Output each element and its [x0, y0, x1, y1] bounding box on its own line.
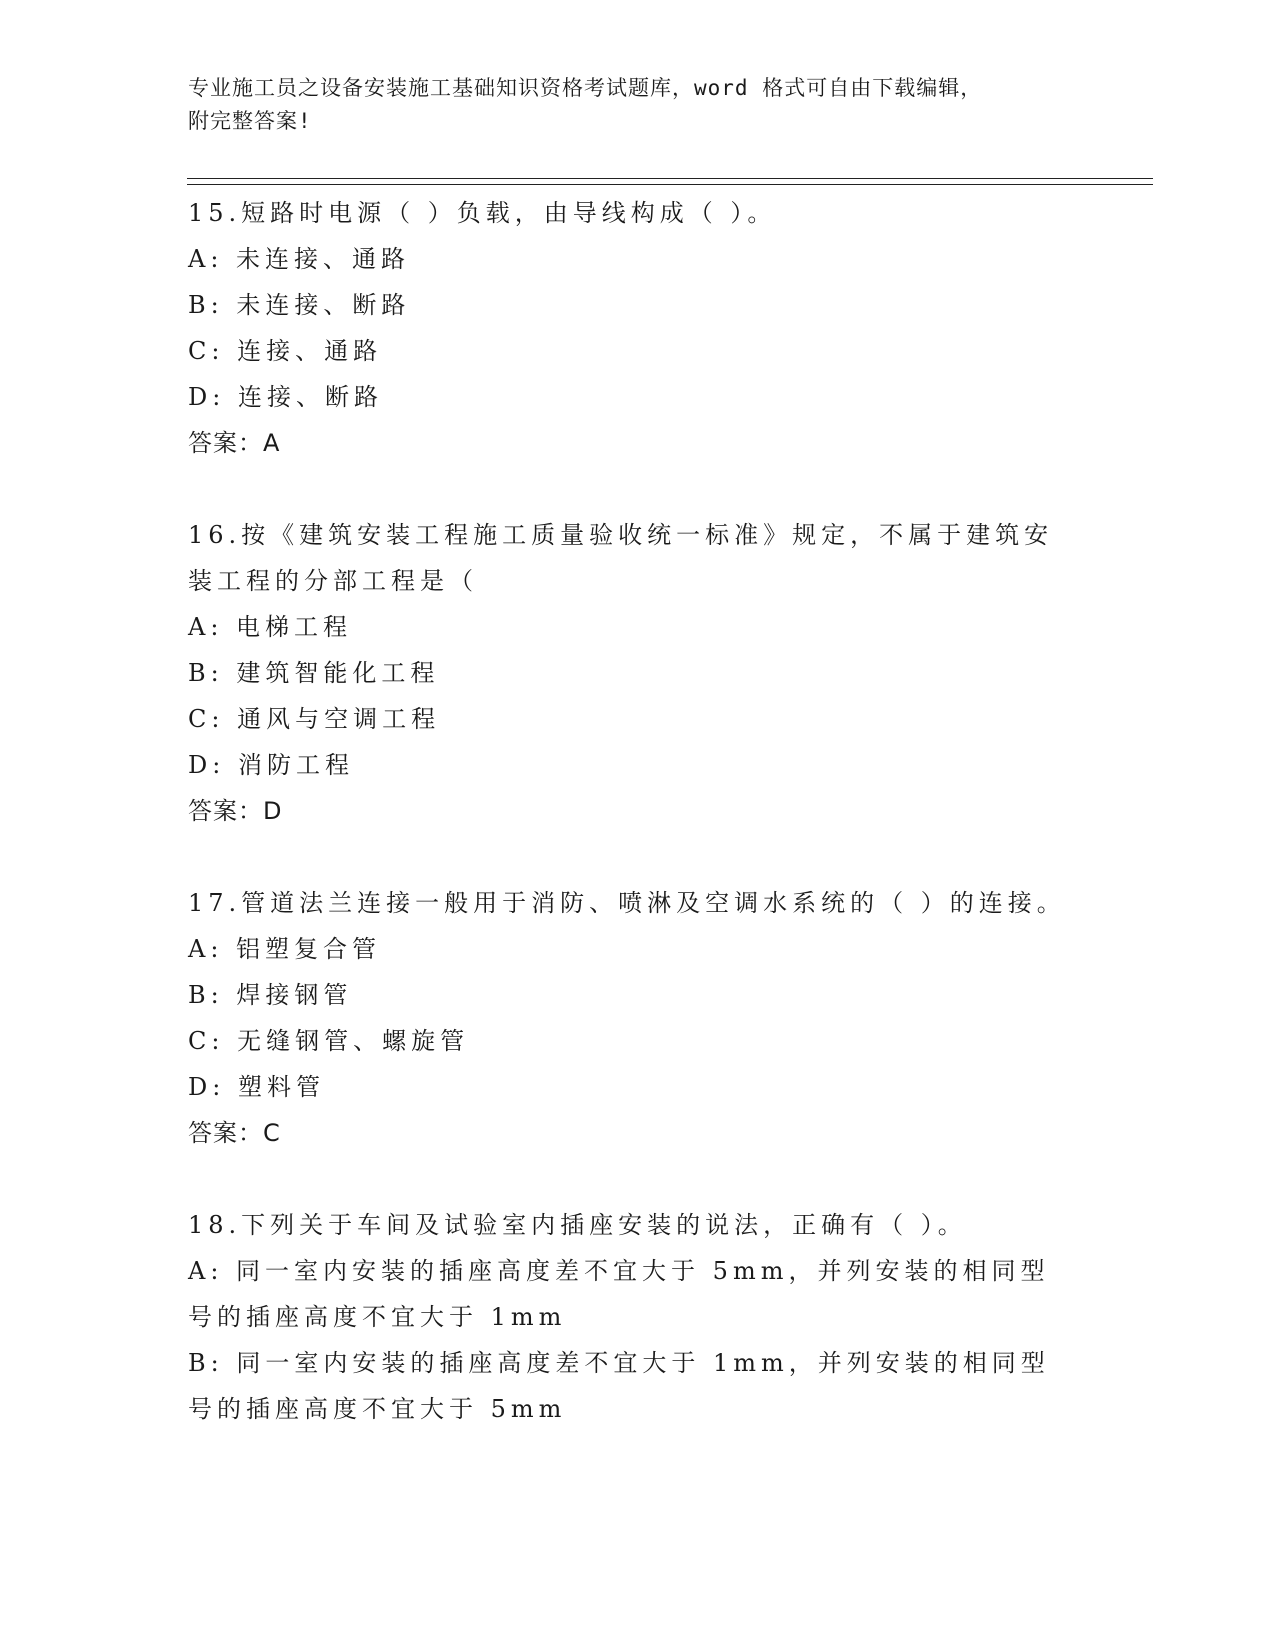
option-b: B: 未连接、断路	[188, 291, 411, 319]
option-c: C: 通风与空调工程	[188, 705, 441, 733]
header-divider-top	[187, 178, 1153, 179]
question-gap	[188, 1156, 1088, 1202]
question-text: 18.下列关于车间及试验室内插座安装的说法，正确有（ ）。	[188, 1211, 967, 1239]
option-a: A: 铝塑复合管	[188, 935, 382, 963]
question-text: 17.管道法兰连接一般用于消防、喷淋及空调水系统的（ ）的连接。	[188, 889, 1066, 917]
question-text: 15.短路时电源（ ）负载，由导线构成（ ）。	[188, 199, 777, 227]
option-a: A: 未连接、通路	[188, 245, 411, 273]
question-text: 16.按《建筑安装工程施工质量验收统一标准》规定，不属于建筑安装工程的分部工程是（	[188, 521, 1054, 595]
question-15	[188, 190, 1088, 466]
document-header	[188, 72, 1068, 138]
option-d: D: 连接、断路	[188, 383, 383, 411]
option-b: B: 焊接钢管	[188, 981, 353, 1009]
header-line-2: 附完整答案!	[188, 109, 312, 133]
header-line-1: 专业施工员之设备安装施工基础知识资格考试题库，word 格式可自由下载编辑，	[188, 76, 983, 100]
question-list	[188, 190, 1088, 1432]
answer-label: 答案：A	[188, 429, 281, 457]
question-gap	[188, 466, 1088, 512]
option-a: A: 电梯工程	[188, 613, 353, 641]
question-17	[188, 880, 1088, 1156]
option-d: D: 消防工程	[188, 751, 354, 779]
question-gap	[188, 834, 1088, 880]
header-divider-bottom	[187, 184, 1153, 185]
answer-label: 答案：D	[188, 797, 283, 825]
answer-label: 答案：C	[188, 1119, 281, 1147]
option-d: D: 塑料管	[188, 1073, 325, 1101]
question-18	[188, 1202, 1088, 1432]
option-c: C: 连接、通路	[188, 337, 383, 365]
option-c: C: 无缝钢管、螺旋管	[188, 1027, 470, 1055]
question-16	[188, 512, 1088, 834]
option-b: B: 同一室内安装的插座高度差不宜大于 1mm，并列安装的相同型号的插座高度不宜大于 5mm	[188, 1349, 1050, 1423]
option-a: A: 同一室内安装的插座高度差不宜大于 5mm，并列安装的相同型号的插座高度不宜大于 1mm	[188, 1257, 1050, 1331]
option-b: B: 建筑智能化工程	[188, 659, 440, 687]
